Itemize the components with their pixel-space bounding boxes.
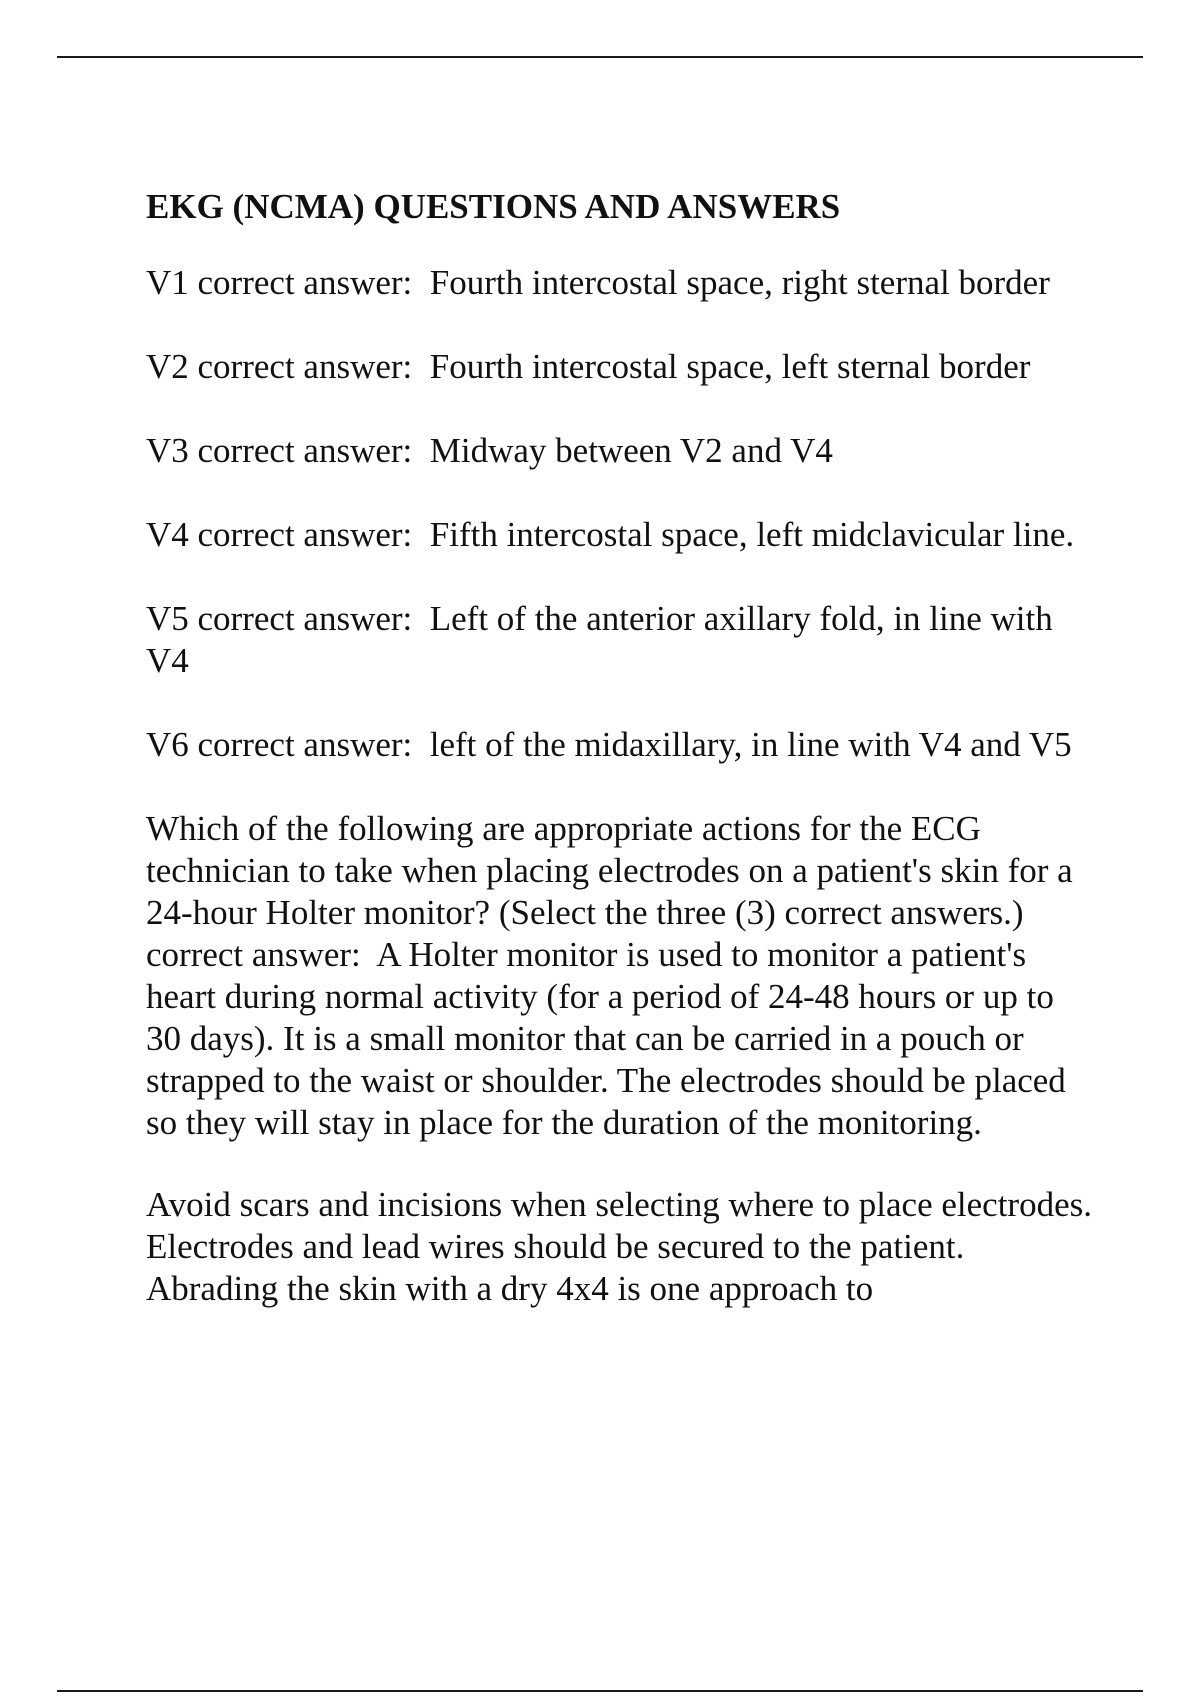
qa-item-v2: V2 correct answer: Fourth intercostal space, left sternal border <box>146 347 1031 386</box>
qa-item-v3: V3 correct answer: Midway between V2 and V4 <box>146 431 833 470</box>
holter-question-paragraph: Which of the following are appropriate actions for the ECG technician to take when placing electrodes on a patient's skin for a 24-hour Holter monitor? (Select the three (3) correct answers.) correct answer: A Holter monitor is used to monitor a patient's heart during normal activity (for a period of 24-48 hours or up to 30 days). It is a small monitor that can be carried in a pouch or strapped to the waist or shoulder. The electrodes should be placed so they will stay in place for the duration of the monitoring. <box>146 809 1082 1142</box>
qa-item-v5: V5 correct answer: Left of the anterior axillary fold, in line with V4 <box>146 599 1061 680</box>
qa-item-v4: V4 correct answer: Fifth intercostal space, left midclavicular line. <box>146 515 1075 554</box>
top-rule <box>57 56 1143 58</box>
qa-item-v1: V1 correct answer: Fourth intercostal space, right sternal border <box>146 263 1050 302</box>
document-body <box>146 186 1101 1350</box>
electrode-placement-paragraph: Avoid scars and incisions when selecting where to place electrodes. Electrodes and lead wires should be secured to the patient. Abrading the skin with a dry 4x4 is one approach to <box>146 1185 1101 1308</box>
bottom-rule <box>57 1690 1143 1692</box>
qa-item-v6: V6 correct answer: left of the midaxillary, in line with V4 and V5 <box>146 725 1072 764</box>
document-title: EKG (NCMA) QUESTIONS AND ANSWERS <box>146 187 841 226</box>
